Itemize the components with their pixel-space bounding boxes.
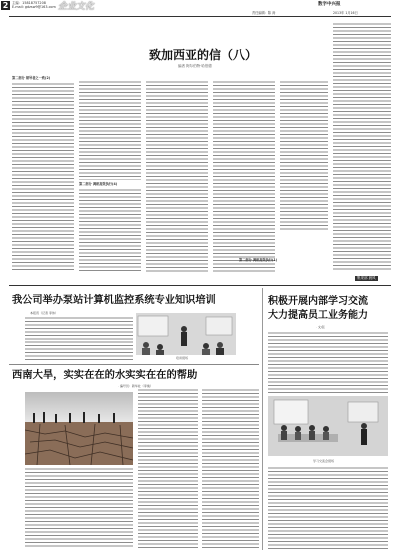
- column-divider: [262, 288, 263, 550]
- training-photo: [136, 313, 236, 355]
- header-rule: [9, 16, 391, 17]
- training-photo-illustration: [136, 313, 236, 355]
- article1-col2-text-a: [79, 80, 141, 180]
- article3-text-col3: [202, 388, 259, 549]
- section-divider-1: [9, 285, 391, 286]
- article2-text-bottom: [25, 340, 133, 360]
- learning-photo: [268, 396, 388, 456]
- article2-byline: 本报讯（记者 李伟）: [30, 311, 58, 315]
- training-photo-caption: 培训现场: [176, 356, 189, 360]
- article3-byline: · 编号员：新华社（李焕）: [118, 384, 153, 388]
- article4-title-line-1: 积极开展内部学习交流: [268, 296, 368, 307]
- article1-subhead-1: 第二部分 领导者之一致(2): [12, 76, 51, 80]
- drought-photo-illustration: [25, 392, 133, 465]
- article2-title: 我公司举办泵站计算机监控系统专业知识培训: [12, 295, 216, 306]
- article3-text-col2: [138, 388, 198, 549]
- edit-line: 责任编辑：陈 涛: [252, 11, 276, 15]
- section-divider-2: [9, 364, 259, 365]
- learning-photo-caption: 学习交流会现场: [313, 459, 335, 463]
- article1-col2-text-b: [79, 188, 141, 272]
- article4-text-bottom: [268, 466, 388, 549]
- article1-title: 致加西亚的信（八）: [148, 48, 257, 62]
- drought-photo: [25, 392, 133, 465]
- article1-col1-text: [12, 82, 74, 272]
- section-name: 企业文化: [58, 2, 95, 12]
- article1-col4-text: [213, 80, 278, 272]
- article3-title: 西南大旱，实实在在的水实实在在的帮助: [12, 369, 198, 381]
- editor-contact-line-2: E-mail: gdzsw9@163.com: [12, 5, 56, 9]
- article4-byline: · 文/张: [316, 325, 325, 329]
- article3-text-col1: [25, 467, 133, 549]
- article4-text-top: [268, 331, 388, 393]
- article1-column-tag: 集采部 晨风: [357, 276, 376, 280]
- masthead: 数字中兴报: [318, 2, 341, 7]
- article1-subhead-3: 第二部分 调研高效执行(1): [239, 258, 278, 262]
- page-number-badge: 2: [2, 1, 9, 10]
- article1-byline: 编者 阿尔伯特·哈伯德: [178, 64, 212, 68]
- editor-contact-line-1: 主编：15818757208: [12, 1, 46, 5]
- article1-col5-text-a: [280, 80, 328, 230]
- article1-subhead-2: 第二部分 调研高效执行(4): [79, 182, 118, 186]
- article1-col3-text: [146, 80, 208, 272]
- article4-title-line-2: 大力提高员工业务能力: [268, 310, 368, 321]
- learning-photo-illustration: [268, 396, 388, 456]
- article1-col6-text: [333, 22, 391, 272]
- issue-date: 2013年 1月16日: [333, 11, 358, 15]
